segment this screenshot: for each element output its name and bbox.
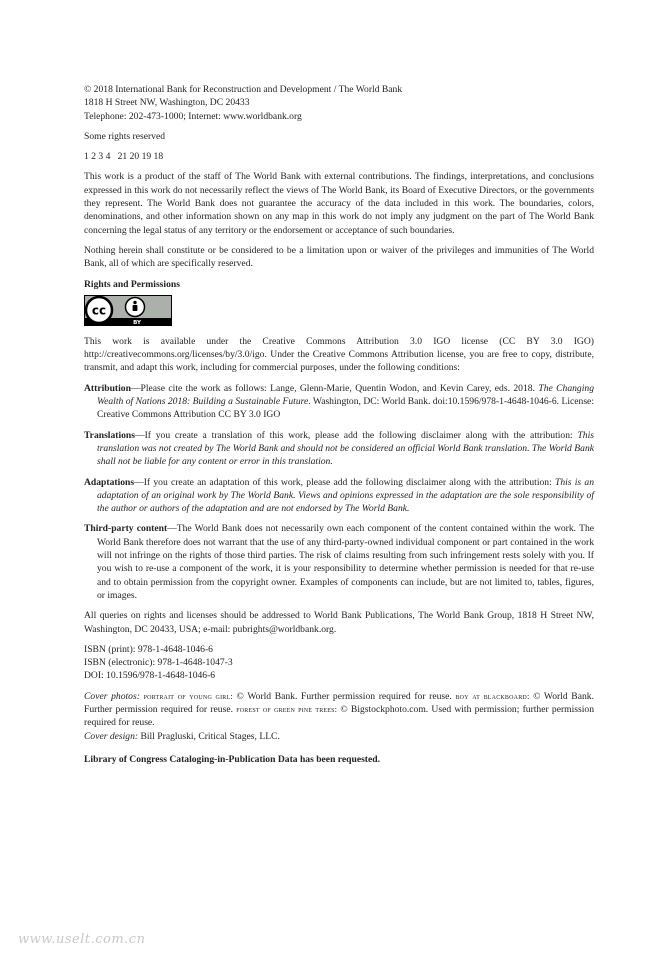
attribution-paragraph	[84, 382, 594, 422]
isbn-print: ISBN (print): 978-1-4648-1046-6	[84, 643, 213, 655]
attribution-citation: . Washington, DC: World Bank. doi:10.1596/978-1-4648-1046-6. License: Creative Commons Attribution CC BY 3.0 IGO	[97, 396, 594, 421]
translations-text: —If you create a translation of this work, please add the following disclaimer along with the attribution:	[135, 429, 578, 441]
rights-heading: Rights and Permissions	[84, 278, 180, 290]
cover-photos-label: Cover photos:	[84, 690, 140, 702]
copyright-block	[84, 83, 594, 123]
address-line: 1818 H Street NW, Washington, DC 20433	[84, 97, 250, 109]
photo-credit-1-label: portrait of young girl:	[143, 691, 233, 701]
cover-credits	[84, 690, 594, 743]
photo-credit-2-label: boy at blackboard:	[455, 691, 530, 701]
isbn-block	[84, 643, 594, 683]
watermark: www.uselt.com.cn	[18, 932, 146, 947]
book-title: The Changing Wealth of Nations 2018: Building a Sustainable Future	[97, 382, 594, 408]
copyright-page	[84, 83, 594, 766]
third-party-paragraph	[84, 522, 594, 602]
disclaimer-paragraph: This work is a product of the staff of The World Bank with external contributions. The findings, interpretations, and conclusions expressed in this work do not necessarily reflect the views of The World Bank, its Board of Executive Directors, or the governments they represent. The World Bank does not guarantee the accuracy of the data included in this work. The boundaries, colors, denominations, and other information shown on any map in this work do not imply any judgment on the part of The World Bank concerning the legal status of any territory or the endorsement or acceptance of such boundaries.	[84, 171, 594, 236]
cc-by-icon	[84, 295, 172, 326]
photo-credit-1-text: © World Bank. Further permission required for reuse.	[232, 690, 456, 702]
immunities-paragraph: Nothing herein shall constitute or be considered to be a limitation upon or waiver of the privileges and immunities of The World Bank, all of which are specifically reserved.	[84, 244, 594, 270]
queries-paragraph: All queries on rights and licenses should be addressed to World Bank Publications, The World Bank Group, 1818 H Street NW, Washington, DC 20433, USA; e-mail: pubrights@worldbank.org.	[84, 610, 594, 635]
contact-line: Telephone: 202-473-1000; Internet: www.worldbank.org	[84, 110, 302, 122]
cover-design-text: Bill Pragluski, Critical Stages, LLC.	[138, 730, 280, 742]
third-party-label: Third-party content	[84, 523, 168, 535]
adaptations-label: Adaptations	[84, 476, 135, 488]
photo-credit-3-label: forest of green pine trees:	[236, 704, 338, 714]
translations-paragraph	[84, 429, 594, 469]
photo-credit-3-text: © Bigstockphoto.com. Used with permission; further permission required for reuse.	[84, 703, 594, 729]
translations-label: Translations	[84, 429, 135, 441]
adaptations-paragraph	[84, 476, 594, 516]
cc-badge-cc-text: cc	[91, 303, 107, 318]
attribution-label: Attribution	[84, 382, 131, 394]
adaptations-disclaimer: This is an adaptation of an original work by The World Bank. Views and opinions expressed in the adaptation are the sole responsibility of the author or authors of the adaptation and are not endorsed by The World Bank.	[97, 476, 594, 515]
photo-credit-2-text: © World Bank. Further permission required for reuse.	[84, 690, 594, 715]
attribution-text: —Please cite the work as follows: Lange, Glenn-Marie, Quentin Wodon, and Kevin Carey, eds. 2018.	[130, 382, 539, 394]
cc-badge-by-label: BY	[133, 319, 141, 326]
cover-design-label: Cover design:	[84, 730, 139, 742]
rights-reserved: Some rights reserved	[84, 130, 165, 142]
translations-disclaimer: This translation was not created by The World Bank and should not be considered an official World Bank translation. The World Bank shall not be liable for any content or error in this translation.	[97, 429, 594, 468]
isbn-electronic: ISBN (electronic): 978-1-4648-1047-3	[84, 657, 233, 669]
adaptations-text: —If you create an adaptation of this work, please add the following disclaimer along with the attribution:	[134, 476, 555, 488]
cover-design-credit	[84, 730, 594, 743]
license-paragraph: This work is available under the Creative Commons Attribution 3.0 IGO license (CC BY 3.0 IGO) http://creativecommons.org/licenses/by/3.0/igo. Under the Creative Commons Attribution license, you are free to copy, distribute, transmit, and adapt this work, including for commercial purposes, under the following conditions:	[84, 335, 594, 374]
doi: DOI: 10.1596/978-1-4648-1046-6	[84, 670, 216, 682]
loc-statement: Library of Congress Cataloging-in-Publication Data has been requested.	[84, 753, 380, 765]
print-line: 1 2 3 4 21 20 19 18	[84, 151, 164, 163]
cover-photos-credit	[84, 690, 594, 730]
copyright-line: © 2018 International Bank for Reconstruction and Development / The World Bank	[84, 84, 403, 95]
third-party-text: —The World Bank does not necessarily own each component of the content contained within the work. The World Bank therefore does not warrant that the use of any third-party-owned individual component or part contained in the work will not infringe on the rights of those third parties. The risk of claims resulting from such infringement rests solely with you. If you wish to re-use a component of the work, it is your responsibility to determine whether permission is needed for that re-use and to obtain permission from the copyright owner. Examples of components can include, but are not limited to, tables, figures, or images.	[97, 523, 594, 601]
